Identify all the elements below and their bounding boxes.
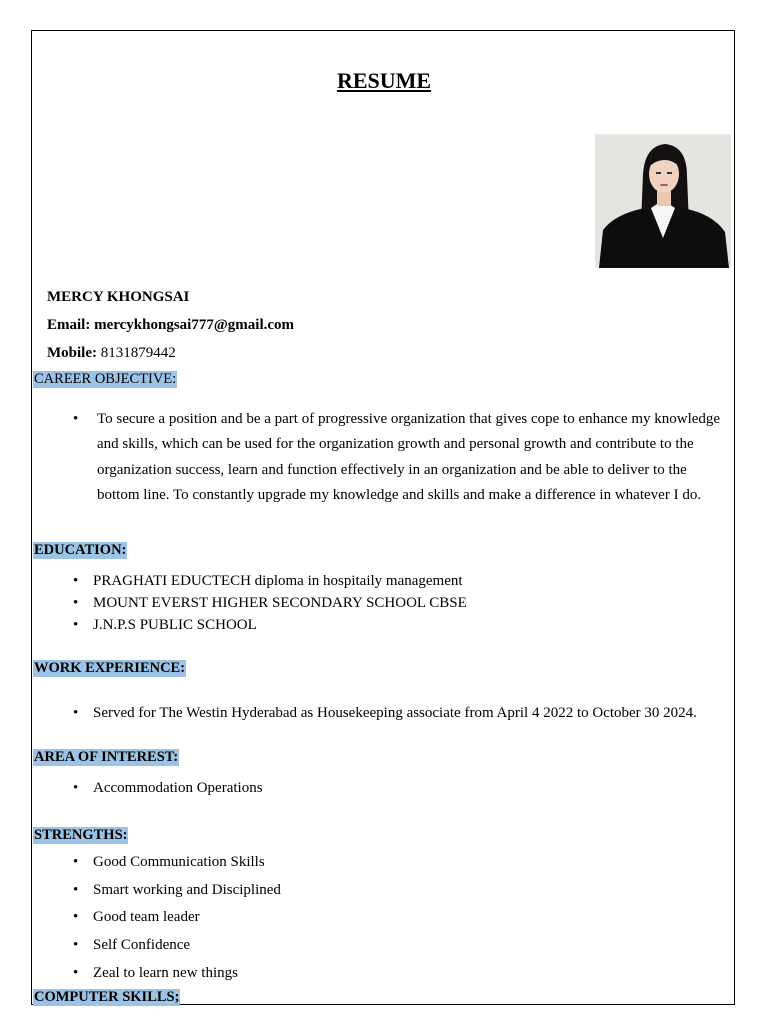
mobile-label: Mobile: <box>47 345 97 361</box>
list-item: • Good team leader <box>93 909 200 926</box>
list-item: • J.N.P.S PUBLIC SCHOOL <box>93 617 257 634</box>
email-label: Email: <box>47 317 91 333</box>
list-item: • MOUNT EVERST HIGHER SECONDARY SCHOOL CBSE <box>93 595 467 612</box>
education-heading: EDUCATION: <box>34 542 127 558</box>
mobile-line <box>47 345 176 362</box>
list-item: • Self Confidence <box>93 937 190 954</box>
computer-skills-heading: COMPUTER SKILLS; <box>34 989 180 1005</box>
list-item: • Good Communication Skills <box>93 854 265 871</box>
area-of-interest-heading: AREA OF INTEREST: <box>34 749 179 765</box>
list-item: • PRAGHATI EDUCTECH diploma in hospitaily management <box>93 573 463 590</box>
email-line <box>47 317 294 334</box>
page-title: RESUME <box>336 68 432 93</box>
work-experience-heading: WORK EXPERIENCE: <box>34 660 186 676</box>
strengths-heading: STRENGTHS: <box>34 827 128 843</box>
career-objective-heading: CAREER OBJECTIVE: <box>34 371 177 387</box>
mobile-value: 8131879442 <box>100 345 176 361</box>
candidate-name: MERCY KHONGSAI <box>47 289 190 305</box>
list-item: • Smart working and Disciplined <box>93 882 281 899</box>
profile-photo <box>595 134 731 268</box>
email-value: mercykhongsai777@gmail.com <box>94 317 295 333</box>
list-item: • Served for The Westin Hyderabad as Housekeeping associate from April 4 2022 to October 30 2024. <box>93 705 697 722</box>
list-item: • Accommodation Operations <box>93 780 263 797</box>
list-item: • Zeal to learn new things <box>93 965 238 982</box>
career-objective-text: • To secure a position and be a part of progressive organization that gives cope to enhance my knowledge and skills, which can be used for the organization growth and personal growth and contribute to the organization success, learn and function effectively in an organization and be able to deliver to the bottom line. To constantly upgrade my knowledge and skills and make a difference in whatever I do. <box>97 407 733 508</box>
